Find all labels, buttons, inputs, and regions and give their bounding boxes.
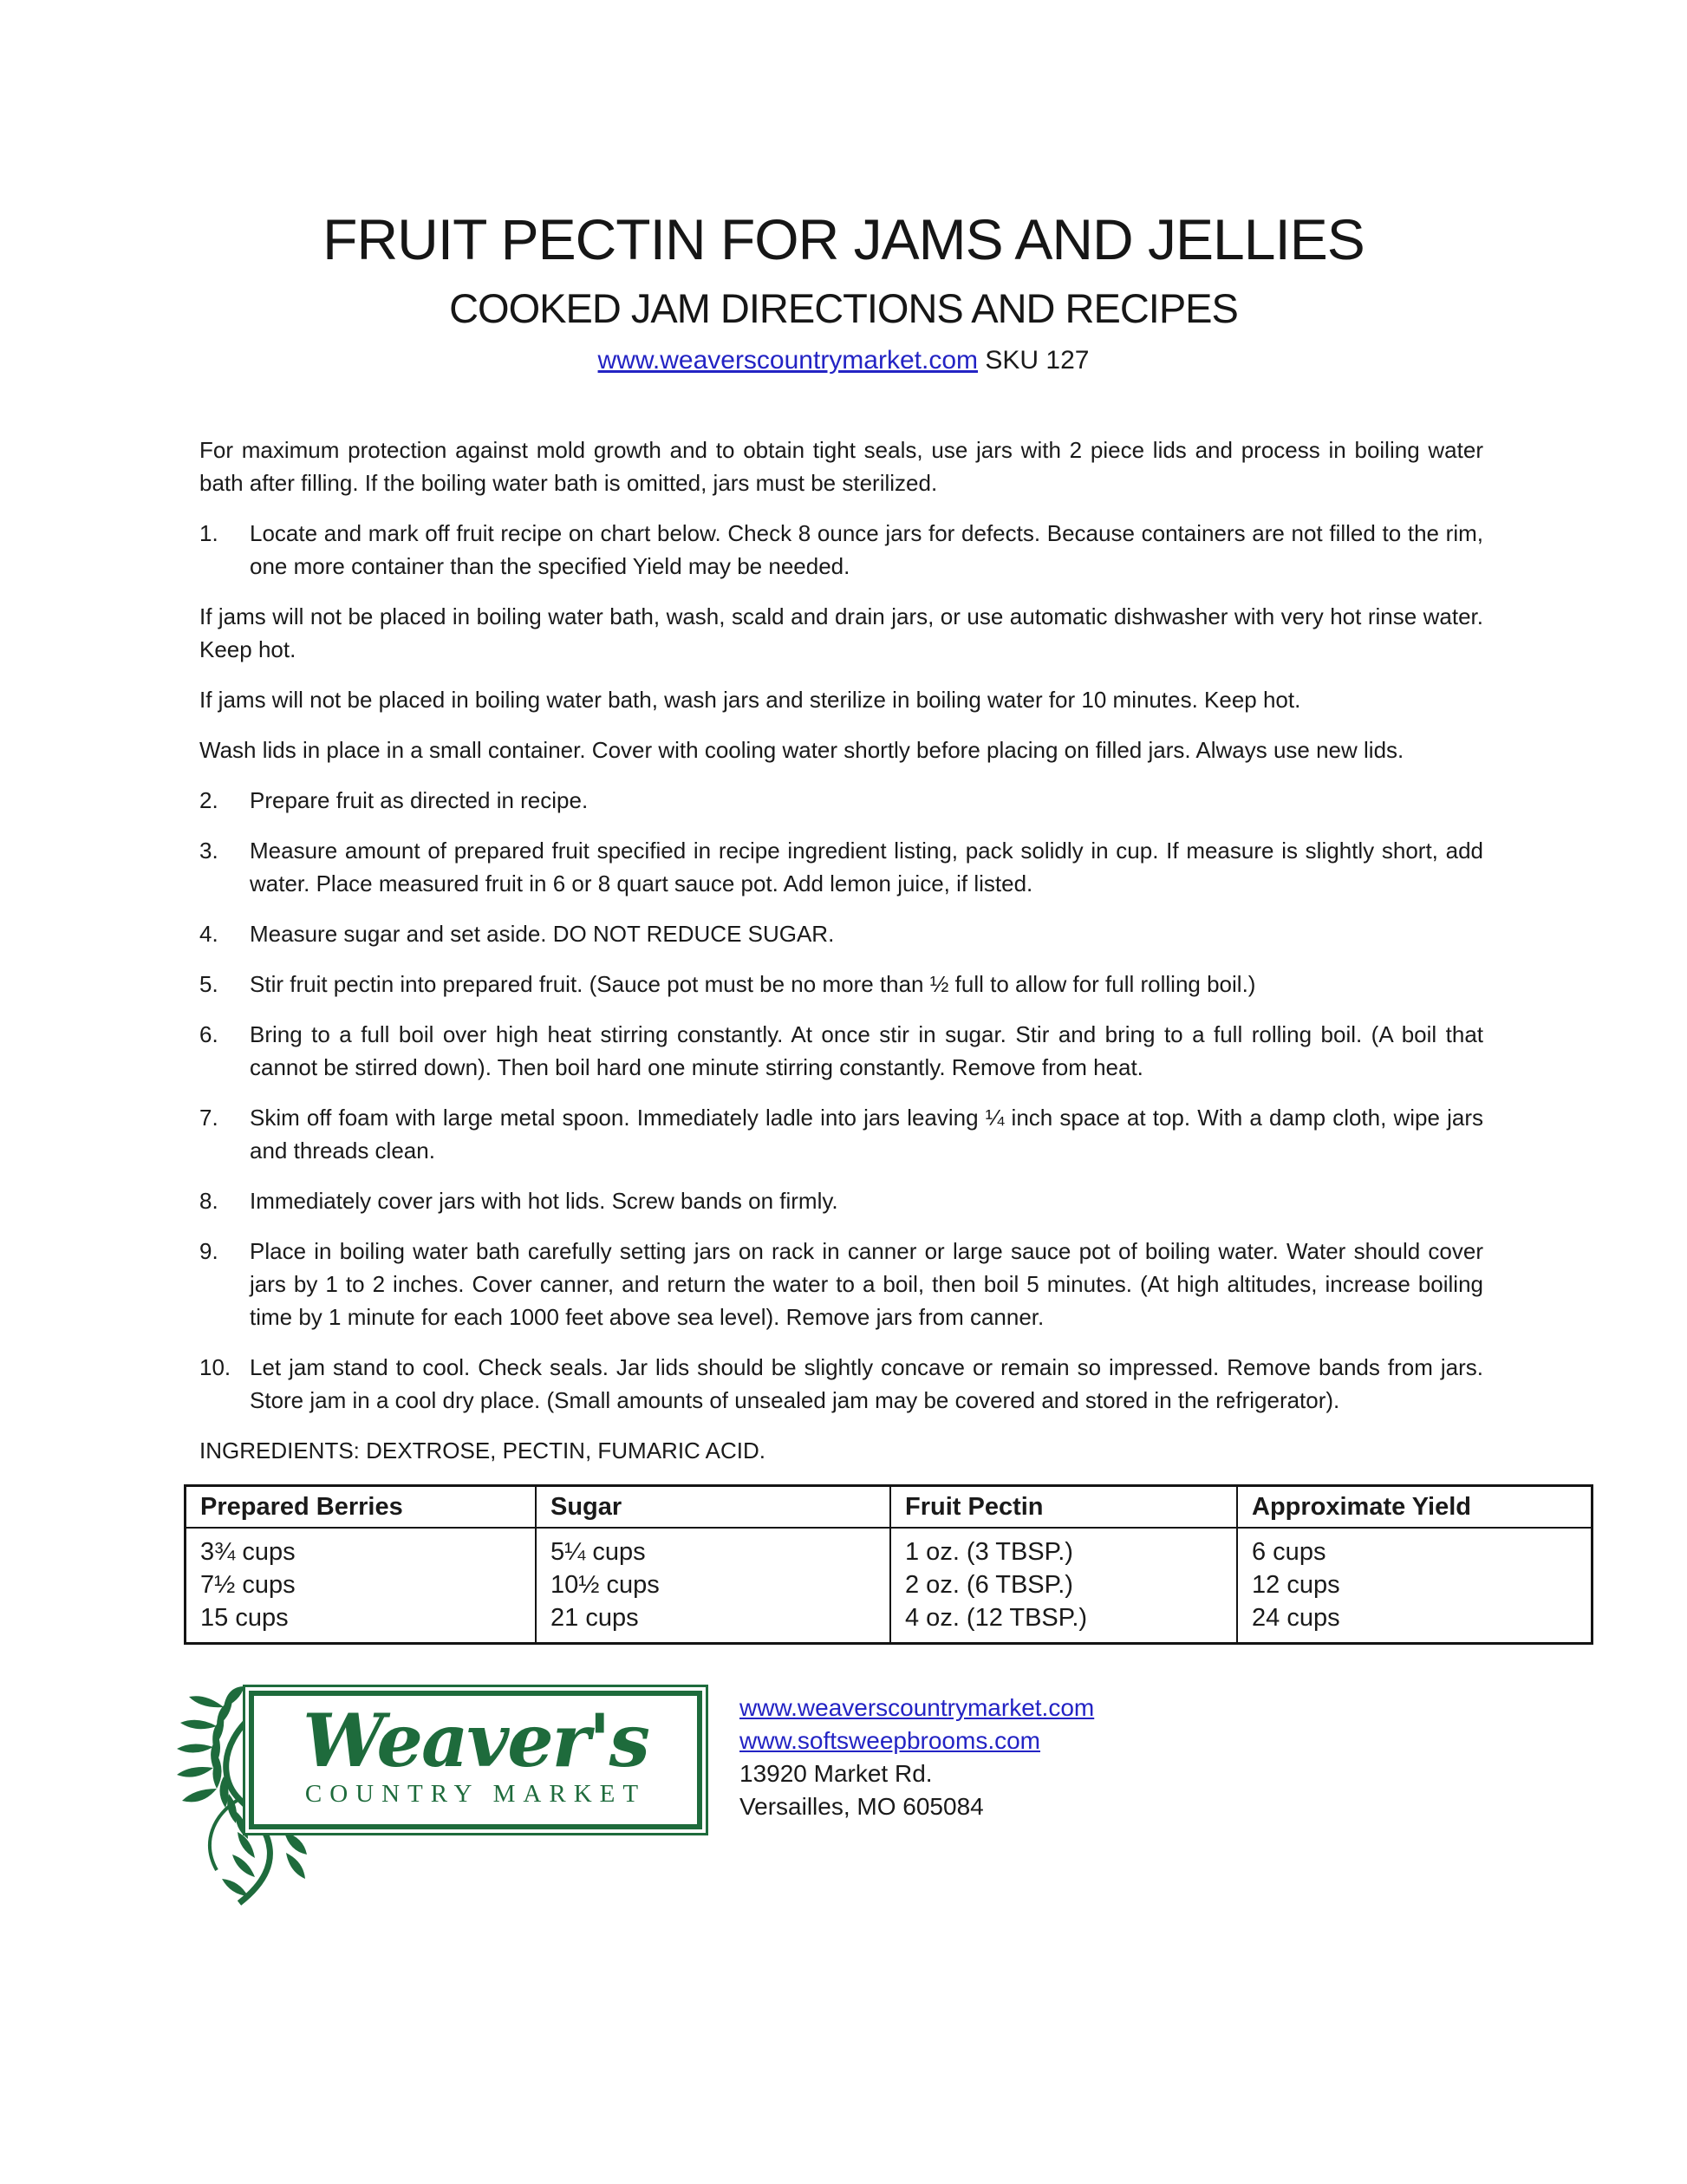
- footer-link-row: [739, 1724, 1094, 1757]
- table-cell: 21 cups: [536, 1601, 890, 1644]
- table-cell: 5¼ cups: [536, 1528, 890, 1568]
- paragraph: If jams will not be placed in boiling water bath, wash jars and sterilize in boiling water for 10 minutes. Keep hot.: [199, 687, 1301, 713]
- logo-tagline: COUNTRY MARKET: [304, 1780, 647, 1808]
- numbered-item: [199, 517, 1483, 583]
- footer-website-link[interactable]: www.weaverscountrymarket.com: [739, 1694, 1095, 1721]
- numbered-item: [199, 1184, 1483, 1217]
- table-cell: 10½ cups: [536, 1568, 890, 1601]
- footer-address-line: 13920 Market Rd.: [739, 1760, 933, 1787]
- item-text: Place in boiling water bath carefully setting jars on rack in canner or large sauce pot of boiling water. Water should cover jars by 1 to 2 inches. Cover canner, and return the water to a boil, then boil 5 minutes. (At high altitudes, increase boiling time by 1 minute for each 1000 feet above sea level). Remove jars from canner.: [250, 1238, 1483, 1330]
- footer-address-line: Versailles, MO 605084: [739, 1793, 984, 1820]
- numbered-item: [199, 917, 1483, 950]
- table-cell: 15 cups: [200, 1604, 289, 1632]
- numbered-item: [199, 784, 1483, 817]
- table-cell: 3¾ cups: [200, 1538, 296, 1566]
- item-number: 5.: [199, 971, 218, 997]
- table-cell: 6 cups: [1237, 1528, 1593, 1568]
- item-number: 6.: [199, 1021, 218, 1047]
- table-header-cell: Sugar: [536, 1486, 890, 1529]
- item-text: Immediately cover jars with hot lids. Screw bands on firmly.: [250, 1188, 838, 1214]
- yield-table: [184, 1484, 1593, 1645]
- footer-website-link[interactable]: www.softsweepbrooms.com: [739, 1727, 1041, 1754]
- item-text: Stir fruit pectin into prepared fruit. (Sauce pot must be no more than ½ full to allow for full rolling boil.): [250, 971, 1256, 997]
- table-cell: 2 oz. (6 TBSP.): [890, 1568, 1237, 1601]
- paragraph: For maximum protection against mold growth and to obtain tight seals, use jars with 2 piece lids and process in boiling water bath after filling. If the boiling water bath is omitted, jars must be sterilized.: [199, 437, 1483, 496]
- logo-frame: [243, 1685, 708, 1835]
- item-number: 8.: [199, 1188, 218, 1214]
- logo-inner-frame: [249, 1691, 702, 1829]
- paragraph: INGREDIENTS: DEXTROSE, PECTIN, FUMARIC ACID.: [199, 1438, 765, 1464]
- document-footer: [0, 1685, 1687, 1835]
- table-header-row: [186, 1486, 1593, 1529]
- item-number: 2.: [199, 787, 218, 813]
- item-number: 4.: [199, 921, 218, 947]
- item-text: Measure sugar and set aside. DO NOT REDUCE SUGAR.: [250, 921, 835, 947]
- table-cell: 1 oz. (3 TBSP.): [890, 1528, 1237, 1568]
- paragraph: If jams will not be placed in boiling water bath, wash, scald and drain jars, or use automatic dishwasher with very hot rinse water. Keep hot.: [199, 603, 1483, 662]
- table-header-cell: Prepared Berries: [186, 1486, 537, 1529]
- item-text: Skim off foam with large metal spoon. Immediately ladle into jars leaving ¼ inch space at top. With a damp cloth, wipe jars and threads clean.: [250, 1105, 1483, 1164]
- item-number: 3.: [199, 838, 218, 864]
- numbered-item: [199, 1235, 1483, 1333]
- table-row: [186, 1528, 1593, 1568]
- footer-link-row: [739, 1692, 1094, 1724]
- header-link-line: [0, 343, 1687, 378]
- numbered-item: [199, 1351, 1483, 1417]
- item-text: Locate and mark off fruit recipe on chart below. Check 8 ounce jars for defects. Because containers are not filled to the rim, one more container than the specified Yield may be needed.: [250, 520, 1483, 579]
- numbered-item: [199, 968, 1483, 1001]
- page-subtitle: COOKED JAM DIRECTIONS AND RECIPES: [449, 285, 1238, 331]
- item-text: Prepare fruit as directed in recipe.: [250, 787, 589, 813]
- table-row: [186, 1601, 1593, 1644]
- item-number: 1.: [199, 520, 218, 546]
- item-text: Bring to a full boil over high heat stirring constantly. At once stir in sugar. Stir and bring to a full rolling boil. (A boil that cannot be stirred down). Then boil hard one minute stirring constantly. Remove from heat.: [250, 1021, 1483, 1080]
- table-cell: 4 oz. (12 TBSP.): [890, 1601, 1237, 1644]
- item-number: 7.: [199, 1105, 218, 1131]
- table-cell: 7½ cups: [200, 1571, 296, 1599]
- table-cell: 24 cups: [1237, 1601, 1593, 1644]
- item-number: 9.: [199, 1238, 218, 1264]
- paragraph: Wash lids in place in a small container. Cover with cooling water shortly before placing on filled jars. Always use new lids.: [199, 737, 1404, 763]
- numbered-item: [199, 1101, 1483, 1167]
- numbered-item: [199, 834, 1483, 900]
- table-cell: 12 cups: [1237, 1568, 1593, 1601]
- document-header: [0, 206, 1687, 378]
- footer-contact: [739, 1685, 1094, 1835]
- document-body: [0, 434, 1687, 1467]
- table-header-cell: Fruit Pectin: [890, 1486, 1237, 1529]
- table-row: [186, 1568, 1593, 1601]
- table-header-cell: Approximate Yield: [1237, 1486, 1593, 1529]
- item-text: Let jam stand to cool. Check seals. Jar lids should be slightly concave or remain so impressed. Remove bands from jars. Store jam in a cool dry place. (Small amounts of unsealed jam may be covered and stored in the refrigerator).: [250, 1354, 1483, 1413]
- numbered-item: [199, 1018, 1483, 1084]
- item-text: Measure amount of prepared fruit specified in recipe ingredient listing, pack solidly in cup. If measure is slightly short, add water. Place measured fruit in 6 or 8 quart sauce pot. Add lemon juice, if listed.: [250, 838, 1483, 896]
- item-number: 10.: [199, 1354, 231, 1380]
- page-title: FRUIT PECTIN FOR JAMS AND JELLIES: [322, 207, 1365, 271]
- logo-brand-text: Weaver's: [303, 1698, 648, 1783]
- weavers-logo: [243, 1685, 708, 1835]
- header-website-link[interactable]: www.weaverscountrymarket.com: [597, 346, 979, 375]
- header-sku: SKU 127: [985, 346, 1090, 375]
